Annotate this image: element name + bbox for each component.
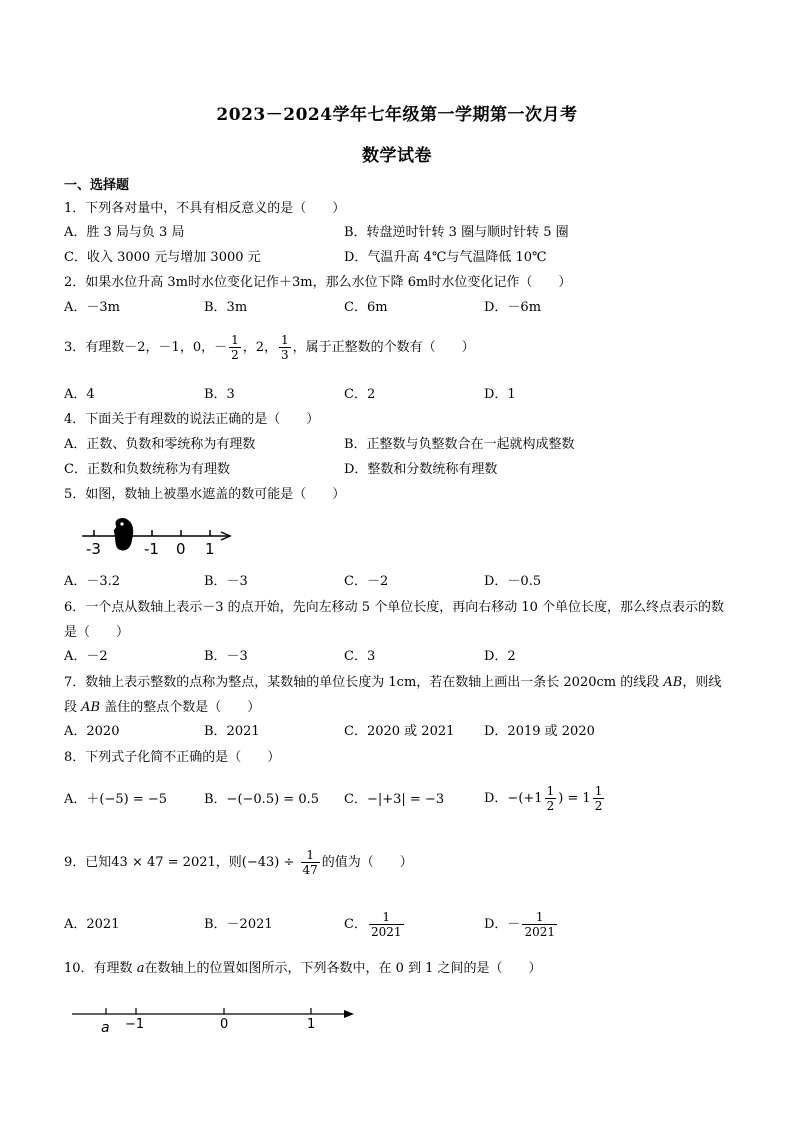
q10-number-line-figure <box>70 1002 370 1040</box>
q7-text-pre: 7．数轴上表示整数的点称为整点，某数轴的单位长度为 1cm，若在数轴上画出一条长 2020cm 的线段 <box>64 675 664 690</box>
q8-option-a: A．＋(−5) = −5 <box>64 792 168 807</box>
q9c-fraction <box>369 910 404 939</box>
ink-highlight <box>120 522 123 525</box>
q8d-frac1-den: 2 <box>546 799 555 813</box>
q1-option-a: A．胜 3 局与负 3 局 <box>64 225 185 240</box>
q9-option-d <box>484 904 559 946</box>
question-6-stem: 6．一个点从数轴上表示－3 的点开始，先向左移动 5 个单位长度，再向右移动 10 个单位长度，那么终点表示的数是（ ） <box>64 600 725 640</box>
q5-option-d: D．－0.5 <box>484 574 542 589</box>
q3-frac2-den: 3 <box>281 348 289 362</box>
q8d-frac1-num: 1 <box>546 784 555 798</box>
q1-option-c: C．收入 3000 元与增加 3000 元 <box>64 250 261 265</box>
q1-option-b: B．转盘逆时针转 3 圈与顺时针转 5 圈 <box>344 225 569 240</box>
q9d-label: D．－ <box>484 917 521 932</box>
q9c-label: C． <box>344 917 367 932</box>
q8-option-d <box>484 778 606 820</box>
q9-fraction <box>301 848 320 877</box>
q7-text-mid: ，则线段 <box>64 675 722 715</box>
q7-segment-ab: AB <box>663 675 683 690</box>
q3-frac1-num: 1 <box>231 333 239 347</box>
q4-option-a: A．正数、负数和零统称为有理数 <box>64 437 256 452</box>
q6-option-d: D．2 <box>484 649 516 664</box>
q9-text-post: 的值为（ ） <box>321 855 413 870</box>
q2-option-a: A．－3m <box>64 300 120 315</box>
q5-option-b: B．－3 <box>204 574 248 589</box>
q9-option-b: B．－2021 <box>204 917 273 932</box>
ink-blot <box>114 518 133 551</box>
q7-text-post: 盖住的整点个数是（ ） <box>100 700 261 715</box>
q3-option-c: C．2 <box>344 387 376 402</box>
q10-variable-a: a <box>136 961 145 976</box>
q7-option-b: B．2021 <box>204 724 260 739</box>
question-5-stem: 5．如图，数轴上被墨水遮盖的数可能是（ ） <box>64 487 346 502</box>
q9d-fraction <box>522 910 557 939</box>
q8d-fraction-1 <box>545 784 557 813</box>
q9-option-a: A．2021 <box>64 917 120 932</box>
q3-text-mid: ，2， <box>242 340 278 355</box>
q3-text-post: ，属于正整数的个数有（ ） <box>292 340 475 355</box>
q7-option-a: A．2020 <box>64 724 120 739</box>
q8-option-b: B．−(−0.5) = 0.5 <box>204 792 319 807</box>
q8-option-c: C．−|+3| = −3 <box>344 792 445 807</box>
q7-segment-ab-2: AB <box>81 700 101 715</box>
label-0: 0 <box>220 1017 229 1032</box>
q3-fraction-1 <box>229 333 241 362</box>
question-3-stem <box>64 333 734 362</box>
question-1-stem: 1．下列各对量中，不具有相反意义的是（ ） <box>64 201 346 216</box>
label-a: a <box>101 1020 110 1036</box>
q5-option-a: A．－3.2 <box>64 574 121 589</box>
q7-option-d: D．2019 或 2020 <box>484 724 595 739</box>
q4-option-d: D．整数和分数统称有理数 <box>344 462 498 477</box>
q8d-fraction-2 <box>593 784 605 813</box>
q3-option-a: A．4 <box>64 387 95 402</box>
q8d-text-pre: D．−(+1 <box>484 791 543 806</box>
q3-option-b: B．3 <box>204 387 235 402</box>
label-minus-1: −1 <box>125 1017 145 1032</box>
q10-text-post: 在数轴上的位置如图所示，下列各数中，在 0 到 1 之间的是（ ） <box>144 961 542 976</box>
label-0: 0 <box>176 540 186 558</box>
label-minus-1: -1 <box>144 540 159 558</box>
q8d-frac2-den: 2 <box>594 799 603 813</box>
q3-text-pre: 3．有理数－2，－1，0，－ <box>64 340 228 355</box>
question-7-stem <box>64 670 734 720</box>
question-2-stem: 2．如果水位升高 3m时水位变化记作＋3m，那么水位下降 6m时水位变化记作（ ） <box>64 275 572 290</box>
q6-option-b: B．－3 <box>204 649 248 664</box>
q9-frac-den: 47 <box>302 863 318 877</box>
q9c-frac-den: 2021 <box>370 925 402 939</box>
label-1: 1 <box>205 540 215 558</box>
q3-frac2-num: 1 <box>281 333 289 347</box>
page-subtitle: 数学试卷 <box>362 146 432 166</box>
q6-option-c: C．3 <box>344 649 376 664</box>
q8d-frac2-num: 1 <box>594 784 603 798</box>
axis-arrow <box>344 1010 354 1018</box>
q6-option-a: A．－2 <box>64 649 108 664</box>
q9-text-pre: 9．已知43 × 47 = 2021，则(−43) ÷ <box>64 855 299 870</box>
q1-option-d: D．气温升高 4℃与气温降低 10℃ <box>344 250 547 265</box>
question-8-stem: 8．下列式子化简不正确的是（ ） <box>64 750 281 765</box>
q5-number-line-figure <box>78 514 238 560</box>
question-9-stem <box>64 842 734 884</box>
q4-option-c: C．正数和负数统称为有理数 <box>64 462 230 477</box>
q3-frac1-den: 2 <box>231 348 239 362</box>
q8d-text-mid: ) = 1 <box>558 791 591 806</box>
q3-fraction-2 <box>279 333 291 362</box>
page-title: 2023－2024学年七年级第一学期第一次月考 <box>216 105 578 125</box>
q2-option-b: B．3m <box>204 300 248 315</box>
q9-option-c <box>344 904 406 946</box>
q5-option-c: C．－2 <box>344 574 389 589</box>
question-4-stem: 4．下面关于有理数的说法正确的是（ ） <box>64 412 320 427</box>
label-1: 1 <box>307 1017 316 1032</box>
section-heading: 一、选择题 <box>64 178 130 193</box>
q3-option-d: D．1 <box>484 387 516 402</box>
q9-frac-num: 1 <box>301 848 320 863</box>
q2-option-c: C．6m <box>344 300 388 315</box>
q9d-frac-num: 1 <box>522 910 557 925</box>
q10-text-pre: 10．有理数 <box>64 961 137 976</box>
label-minus-3: -3 <box>86 540 101 558</box>
q9d-frac-den: 2021 <box>524 925 555 939</box>
question-10-stem <box>64 956 734 981</box>
q7-option-c: C．2020 或 2021 <box>344 724 455 739</box>
q4-option-b: B．正整数与负整数合在一起就构成整数 <box>344 437 575 452</box>
q9c-frac-num: 1 <box>369 910 404 925</box>
q2-option-d: D．－6m <box>484 300 542 315</box>
